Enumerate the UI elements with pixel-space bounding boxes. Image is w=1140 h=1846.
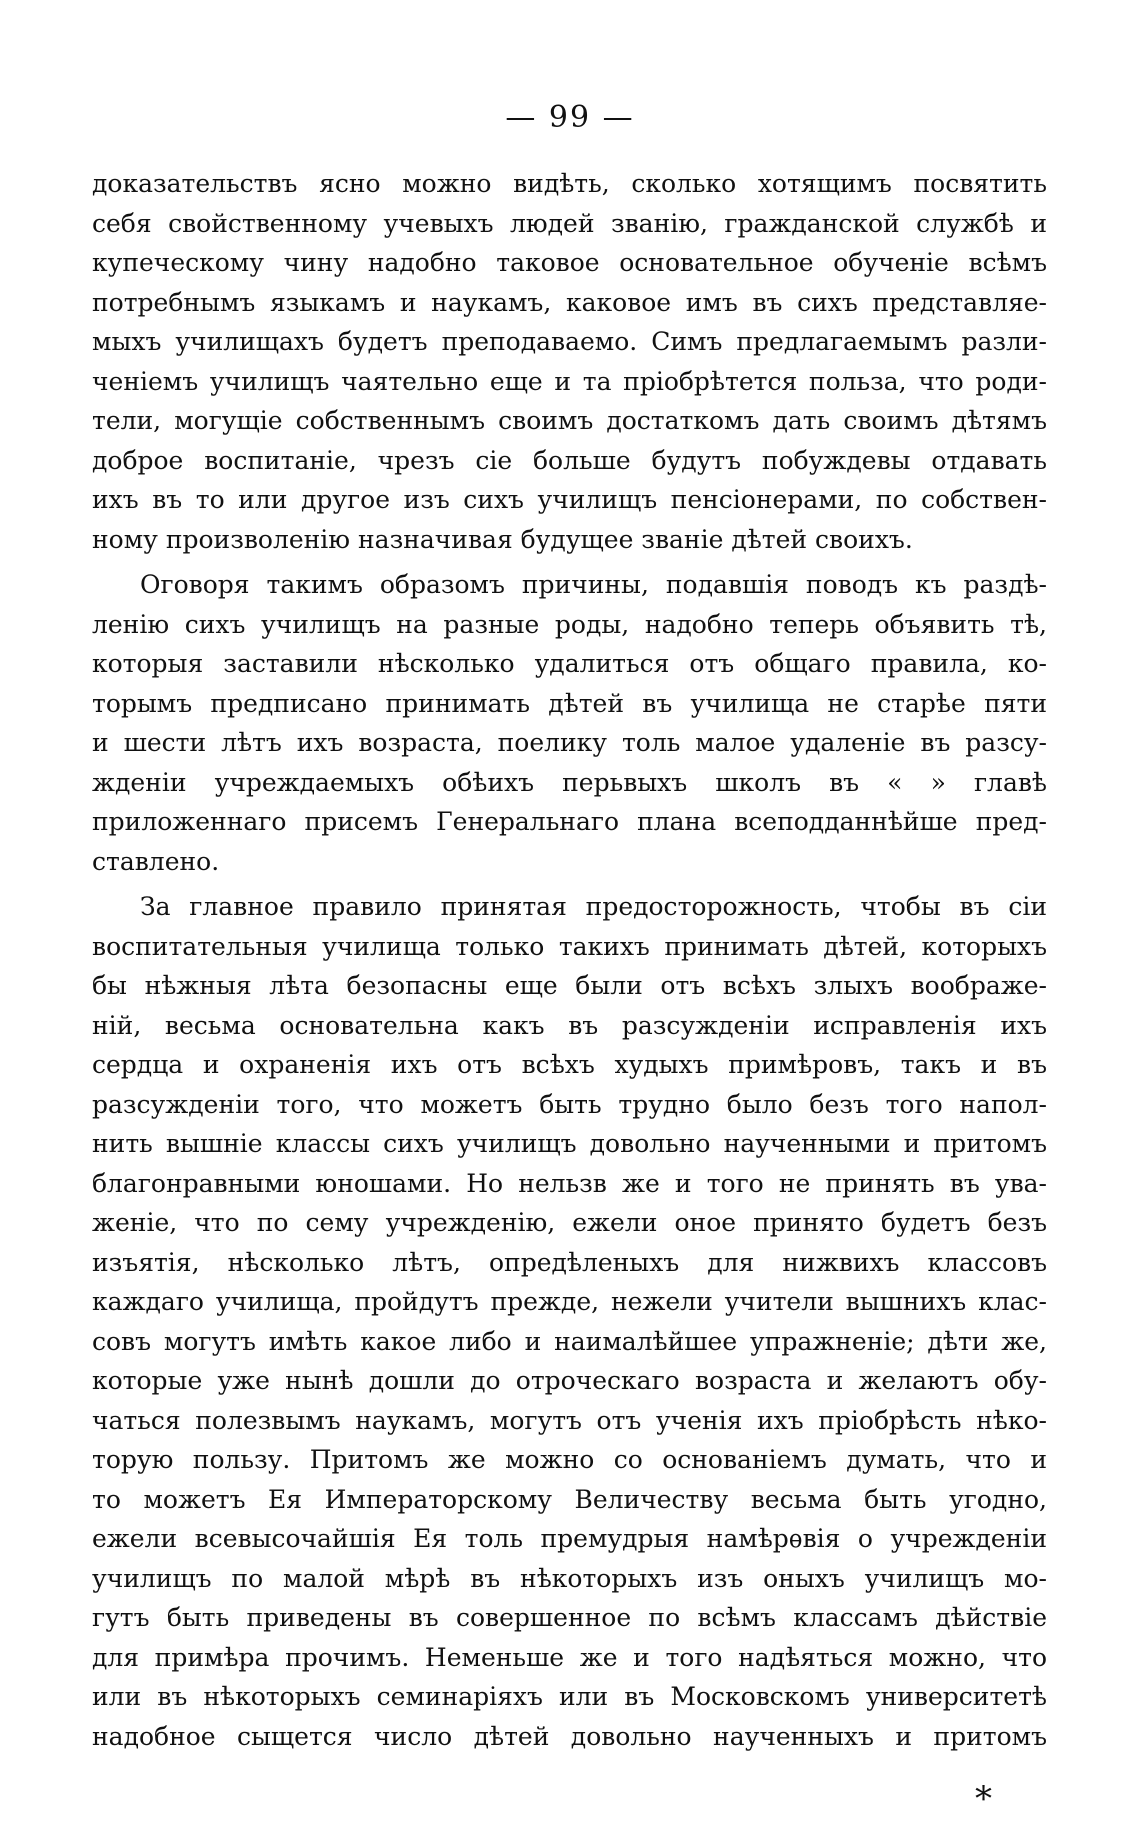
text-line: и шести лѣтъ ихъ возраста, поелику толь малое удаленіе въ разсу- [92, 728, 1047, 757]
text-line: жденіи учреждаемыхъ обѣихъ перьвыхъ школъ въ « » главѣ [92, 767, 1047, 797]
paragraph-3 [92, 887, 1047, 1756]
text-line: себя свойственному учевыхъ людей званію, гражданской службѣ и [92, 208, 1047, 238]
text-line: потребнымъ языкамъ и наукамъ, каковое имъ въ сихъ представляе- [92, 287, 1047, 317]
text-line: ленію сихъ училищъ на разные роды, надобно теперь объявить тѣ, [92, 609, 1047, 639]
text-line: женіе, что по сему учрежденію, ежели оное принято будетъ безъ [92, 1208, 1047, 1237]
text-line: доброе воспитаніе, чрезъ сіе больше будутъ побуждевы отдавать [92, 445, 1047, 475]
page-number: — 99 — [505, 100, 635, 135]
text-line: ному произволенію назначивая будущее званіе дѣтей своихъ. [92, 524, 913, 554]
text-line: ежели всевысочайшія Ея толь премудрыя намѣрѳвія о учрежденіи [92, 1524, 1047, 1553]
signature-mark: * [975, 1779, 992, 1819]
text-line: то можетъ Ея Императорскому Величеству весьма быть угодно, [92, 1484, 1047, 1514]
text-line: или въ нѣкоторыхъ семинаріяхъ или въ Московскомъ университетѣ [92, 1682, 1047, 1711]
text-line: приложеннаго присемъ Генеральнаго плана всеподданнѣйше пред- [92, 807, 1047, 836]
text-line: благонравными юношами. Но нельзв же и того не принять въ ува- [92, 1168, 1047, 1198]
text-line: доказательствъ ясно можно видѣть, сколько хотящимъ посвятить [92, 169, 1047, 198]
body-text [92, 164, 1047, 1756]
text-line: нить вышніе классы сихъ училищъ довольно наученными и притомъ [92, 1129, 1047, 1158]
text-line: ченіемъ училищъ чаятельно еще и та пріобрѣтется польза, что роди- [92, 366, 1047, 396]
text-line: гутъ быть приведены въ совершенное по всѣмъ классамъ дѣйствіе [92, 1603, 1047, 1632]
text-line: тели, могущіе собственнымъ своимъ достаткомъ дать своимъ дѣтямъ [92, 406, 1047, 435]
text-line: каждаго училища, пройдутъ прежде, нежели учители вышнихъ клас- [92, 1287, 1047, 1316]
text-line: разсужденіи того, что можетъ быть трудно было безъ того напол- [92, 1089, 1047, 1119]
text-line: ній, весьма основательна какъ въ разсужденіи исправленія ихъ [92, 1010, 1047, 1040]
paragraph-1 [92, 164, 1047, 559]
text-line: За главное правило принятая предосторожность, чтобы въ сіи [140, 892, 1047, 921]
text-line: бы нѣжныя лѣта безопасны еще были отъ всѣхъ злыхъ воображе- [92, 971, 1047, 1000]
text-line: изъятія, нѣсколько лѣтъ, опредѣленыхъ для нижвихъ классовъ [92, 1247, 1047, 1277]
text-line: которые уже нынѣ дошли до отроческаго возраста и желаютъ обу- [92, 1366, 1047, 1395]
text-line: чаться полезвымъ наукамъ, могутъ отъ ученія ихъ пріобрѣсть нѣко- [92, 1405, 1047, 1435]
text-line: училищъ по малой мѣрѣ въ нѣкоторыхъ изъ оныхъ училищъ мо- [92, 1563, 1047, 1593]
text-line: которыя заставили нѣсколько удалиться отъ общаго правила, ко- [92, 649, 1047, 678]
text-line: надобное сыщется число дѣтей довольно наученныхъ и притомъ [92, 1721, 1047, 1751]
text-line: торую пользу. Притомъ же можно со основаніемъ думать, что и [92, 1445, 1047, 1474]
text-line: ставлено. [92, 846, 220, 876]
text-line: мыхъ училищахъ будетъ преподаваемо. Симъ предлагаемымъ разли- [92, 327, 1047, 356]
paragraph-2 [92, 565, 1047, 881]
text-line: ихъ въ то или другое изъ сихъ училищъ пенсіонерами, по собствен- [92, 485, 1047, 514]
text-line: сердца и охраненія ихъ отъ всѣхъ худыхъ примѣровъ, такъ и въ [92, 1050, 1047, 1079]
text-line: Оговоря такимъ образомъ причины, подавшія поводъ къ раздѣ- [140, 570, 1047, 599]
text-line: совъ могутъ имѣть какое либо и наималѣйшее упражненіе; дѣти же, [92, 1326, 1047, 1356]
text-line: торымъ предписано принимать дѣтей въ училища не старѣе пяти [92, 688, 1047, 718]
text-line: воспитательныя училища только такихъ принимать дѣтей, которыхъ [92, 931, 1047, 961]
text-line: для примѣра прочимъ. Неменьше же и того надѣяться можно, что [92, 1642, 1047, 1672]
text-line: купеческому чину надобно таковое основательное обученіе всѣмъ [92, 248, 1047, 277]
